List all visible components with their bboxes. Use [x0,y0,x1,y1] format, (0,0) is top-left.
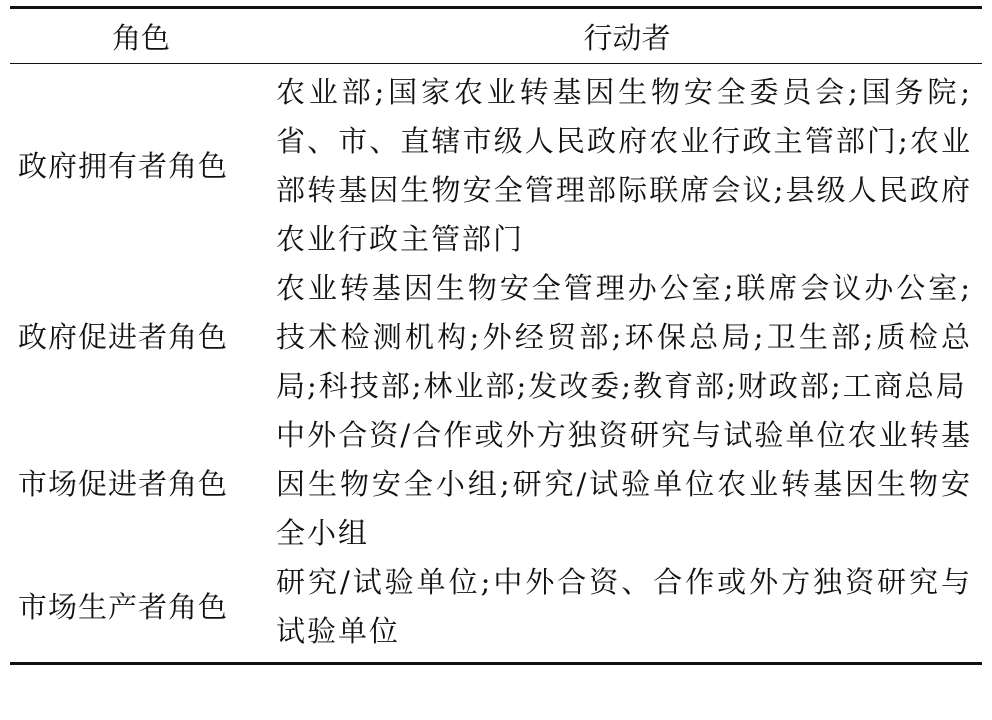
table-row [10,558,982,664]
actors-cell: 研究/试验单位;中外合资、合作或外方独资研究与试验单位 [276,565,972,648]
role-cell: 政府拥有者角色 [18,148,229,183]
header-row [10,8,982,64]
header-actors: 行动者 [583,20,671,55]
table-row [10,64,982,265]
header-role: 角色 [111,20,170,55]
roles-table-container [10,6,982,665]
role-cell: 市场促进者角色 [18,467,229,501]
table-body [10,64,982,664]
actors-cell: 农业部;国家农业转基因生物安全委员会;国务院;省、市、直辖市级人民政府农业行政主管部门;农业部转基因生物安全管理部际联席会议;县级人民政府农业行政主管部门 [276,75,972,256]
role-cell: 市场生产者角色 [18,589,229,624]
actors-cell: 农业转基因生物安全管理办公室;联席会议办公室;技术检测机构;外经贸部;环保总局;卫生部;质检总局;科技部;林业部;发改委;教育部;财政部;工商总局 [276,271,972,403]
table-header [10,8,982,64]
role-cell: 政府促进者角色 [18,320,229,354]
table-row [10,264,982,411]
roles-actors-table [10,6,982,665]
actors-cell: 中外合资/合作或外方独资研究与试验单位农业转基因生物安全小组;研究/试验单位农业转基因生物安全小组 [276,418,972,550]
table-row [10,411,982,558]
